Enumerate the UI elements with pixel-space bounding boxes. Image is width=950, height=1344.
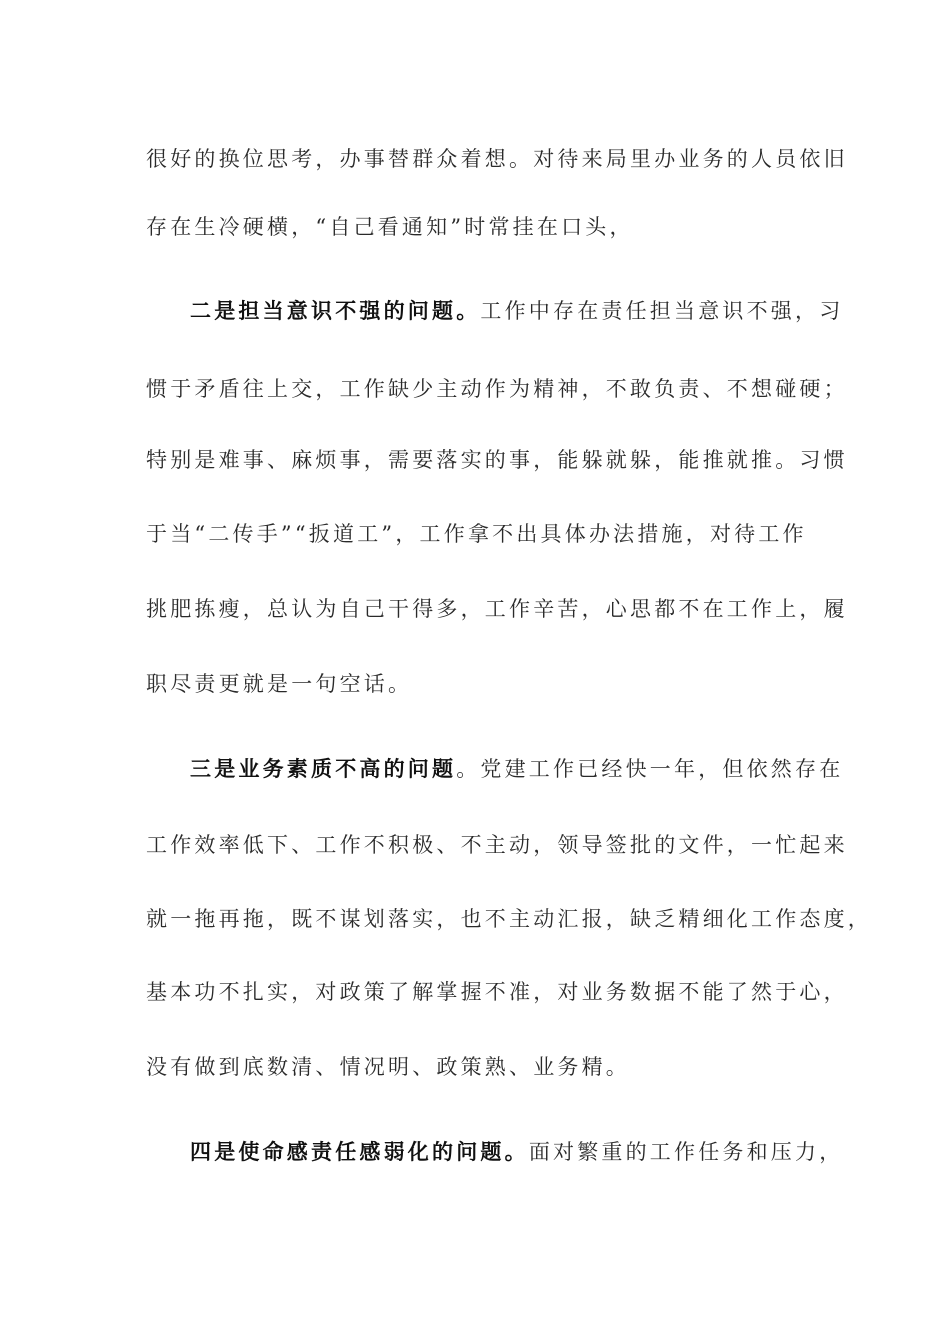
paragraph-line — [146, 519, 807, 549]
line-text: 职尽责更就是一句空话。 — [146, 672, 413, 696]
paragraph-line — [146, 977, 848, 1007]
line-text: 很好的换位思考，办事替群众着想。对待来局里办业务的人员依旧 — [146, 147, 848, 171]
line-text: 工作效率低下、工作不积极、不主动，领导签批的文件，一忙起来 — [146, 833, 848, 857]
line-text: 没有做到底数清、情况明、政策熟、业务精。 — [146, 1055, 630, 1079]
paragraph-line — [146, 669, 412, 699]
paragraph-line — [190, 754, 843, 784]
paragraph-heading: 二是担当意识不强的问题。 — [190, 298, 481, 323]
line-text: 面对繁重的工作任务和压力， — [528, 1140, 844, 1164]
line-text: 特别是难事、麻烦事，需要落实的事，能躲就躲，能推就推。习惯 — [146, 448, 848, 472]
paragraph-line — [146, 904, 872, 934]
paragraph-line — [146, 830, 848, 860]
paragraph-heading: 四是使命感责任感弱化的问题。 — [190, 1139, 529, 1164]
line-text: 基本功不扎实，对政策了解掌握不准，对业务数据不能了然于心， — [146, 980, 848, 1004]
paragraph-heading: 三是业务素质不高的问题 — [190, 756, 457, 781]
line-text: 于当“二传手”“扳道工”，工作拿不出具体办法措施，对待工作 — [146, 522, 807, 546]
line-text: 存在生冷硬横，“自己看通知”时常挂在口头， — [146, 215, 634, 239]
line-text: 惯于矛盾往上交，工作缺少主动作为精神，不敢负责、不想碰硬； — [146, 377, 848, 401]
paragraph-line — [146, 594, 848, 624]
line-text: 就一拖再拖，既不谋划落实，也不主动汇报，缺乏精细化工作态度， — [146, 907, 872, 931]
line-text: 工作中存在责任担当意识不强，习 — [480, 299, 844, 323]
line-text: 。党建工作已经快一年，但依然存在 — [456, 757, 844, 781]
paragraph-line — [190, 1137, 843, 1167]
paragraph-line — [146, 144, 848, 174]
paragraph-line — [190, 296, 843, 326]
paragraph-line — [146, 374, 848, 404]
paragraph-line — [146, 445, 848, 475]
line-text: 挑肥拣瘦，总认为自己干得多，工作辛苦，心思都不在工作上，履 — [146, 597, 848, 621]
paragraph-line — [146, 1052, 630, 1082]
paragraph-line — [146, 212, 634, 242]
